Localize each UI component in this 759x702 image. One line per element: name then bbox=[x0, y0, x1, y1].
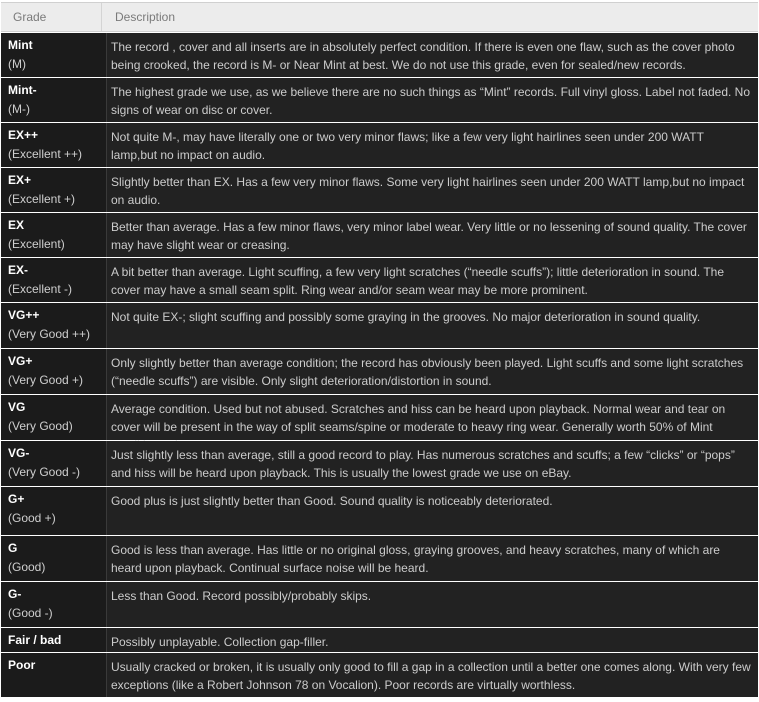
grade-description: Average condition. Used but not abused. Scratches and hiss can be heard upon playback. Normal wear and tear on cover will be present in the way of split seams/spine or moderate to heavy ring wear. Generally worth 50% of Mint bbox=[107, 395, 758, 440]
grade-name: VG++ bbox=[8, 308, 40, 322]
header-grade: Grade bbox=[1, 3, 102, 31]
grade-description: Just slightly less than average, still a good record to play. Has numerous scratches and scuffs; a few “clicks” or “pops” and hiss will be heard upon playback. This is usually the lowest grade we use on eBay. bbox=[107, 441, 758, 486]
table-row bbox=[1, 581, 758, 627]
table-row bbox=[1, 652, 758, 697]
table-row bbox=[1, 348, 758, 394]
grade-abbr: (Very Good) bbox=[8, 419, 73, 433]
grade-name: VG+ bbox=[8, 354, 33, 368]
grade-description: Slightly better than EX. Has a few very minor flaws. Some very light hairlines seen under 200 WATT lamp,but no impact on audio. bbox=[107, 168, 758, 212]
grade-abbr: (Good +) bbox=[8, 511, 56, 525]
table-row bbox=[1, 302, 758, 348]
table-row bbox=[1, 535, 758, 581]
grade-name: EX+ bbox=[8, 173, 32, 187]
table-row bbox=[1, 32, 758, 77]
grade-abbr: (M-) bbox=[8, 102, 30, 116]
grade-name: EX- bbox=[8, 263, 29, 277]
grade-description: Better than average. Has a few minor flaws, very minor label wear. Very little or no lessening of sound quality. The cover may have slight wear or creasing. bbox=[107, 213, 758, 257]
grade-abbr: (Very Good -) bbox=[8, 465, 81, 479]
grade-name: G bbox=[8, 541, 18, 555]
grade-name: Mint bbox=[8, 38, 33, 52]
grade-description: Usually cracked or broken, it is usually only good to fill a gap in a collection until a better one comes along. With very few exceptions (like a Robert Johnson 78 on Vocalion). Poor records are virtually worthless. bbox=[107, 653, 758, 697]
grade-abbr: (M) bbox=[8, 57, 26, 71]
grade-name: VG bbox=[8, 400, 26, 414]
grade-abbr: (Excellent ++) bbox=[8, 147, 83, 161]
grade-description: Less than Good. Record possibly/probably skips. bbox=[107, 582, 758, 627]
grade-name: Fair / bad bbox=[8, 633, 62, 647]
grade-description: Good plus is just slightly better than Good. Sound quality is noticeably deteriorated. bbox=[107, 487, 758, 535]
grade-description: Possibly unplayable. Collection gap-filler. bbox=[107, 628, 758, 652]
table-row bbox=[1, 486, 758, 535]
grade-abbr: (Excellent -) bbox=[8, 282, 73, 296]
table-row bbox=[1, 167, 758, 212]
table-header bbox=[1, 3, 758, 32]
grade-name: VG- bbox=[8, 446, 30, 460]
grade-description: Good is less than average. Has little or no original gloss, graying grooves, and heavy scratches, many of which are heard upon playback. Continual surface noise will be heard. bbox=[107, 536, 758, 581]
grade-name: G+ bbox=[8, 492, 25, 506]
table-row bbox=[1, 627, 758, 652]
grade-name: Mint- bbox=[8, 83, 37, 97]
grade-description: The highest grade we use, as we believe there are no such things as “Mint” records. Full vinyl gloss. Label not faded. No signs of wear on disc or cover. bbox=[107, 78, 758, 122]
table-row bbox=[1, 77, 758, 122]
header-description: Description bbox=[115, 10, 176, 24]
grade-name: EX++ bbox=[8, 128, 39, 142]
grade-abbr: (Good -) bbox=[8, 606, 53, 620]
grade-abbr: (Excellent) bbox=[8, 237, 65, 251]
grade-abbr: (Very Good +) bbox=[8, 373, 84, 387]
grading-table bbox=[1, 2, 758, 697]
grade-description: The record , cover and all inserts are in absolutely perfect condition. If there is even one flaw, such as the cover photo being crooked, the record is M- or Near Mint at best. We do not use this grade, even for sealed/new records. bbox=[107, 33, 758, 77]
table-row bbox=[1, 212, 758, 257]
grade-abbr: (Very Good ++) bbox=[8, 327, 91, 341]
grade-name: G- bbox=[8, 587, 22, 601]
table-row bbox=[1, 122, 758, 167]
grade-description: Not quite M-, may have literally one or two very minor flaws; like a few very light hairlines seen under 200 WATT lamp,but no impact on audio. bbox=[107, 123, 758, 167]
grade-abbr: (Good) bbox=[8, 560, 46, 574]
table-row bbox=[1, 440, 758, 486]
grade-description: Not quite EX-; slight scuffing and possibly some graying in the grooves. No major deterioration in sound quality. bbox=[107, 303, 758, 348]
grade-name: EX bbox=[8, 218, 25, 232]
table-row bbox=[1, 394, 758, 440]
table-row bbox=[1, 257, 758, 302]
grade-abbr: (Excellent +) bbox=[8, 192, 76, 206]
grade-name: Poor bbox=[8, 658, 36, 672]
grade-description: A bit better than average. Light scuffing, a few very light scratches (“needle scuffs”); little deterioration in sound. The cover may have a small seam split. Ring wear and/or seam wear may be more prominent. bbox=[107, 258, 758, 302]
grade-description: Only slightly better than average condition; the record has obviously been played. Light scuffs and some light scratches (“needle scuffs”) are visible. Only slight deterioration/distortion in sound. bbox=[107, 349, 758, 394]
